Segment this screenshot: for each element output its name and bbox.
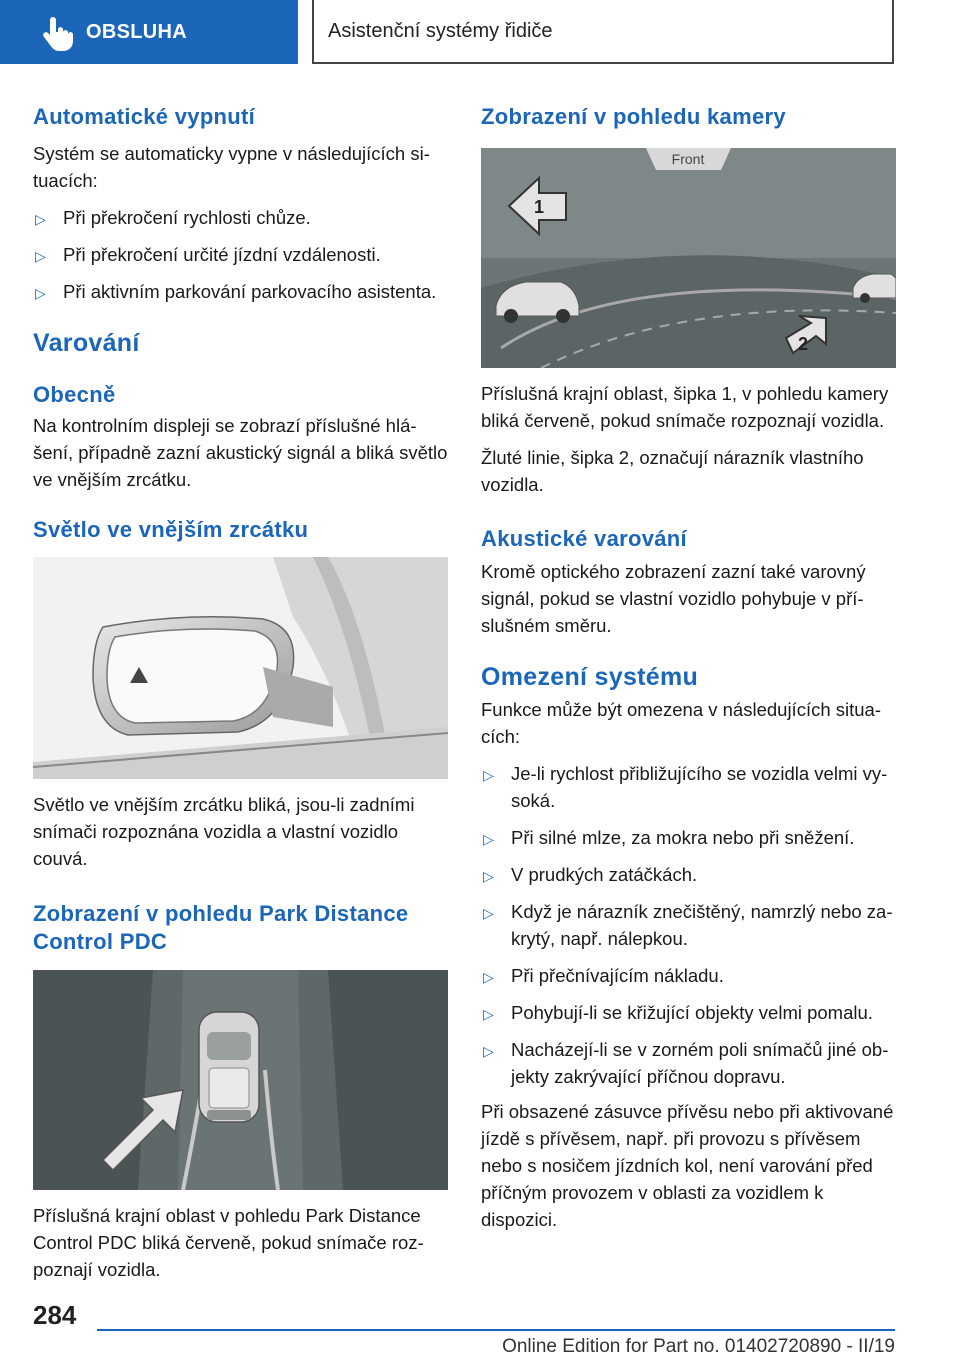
heading-warning: Varování	[33, 329, 140, 357]
section-label: OBSLUHA	[86, 20, 187, 43]
heading-camera-view: Zobrazení v pohledu kamery	[481, 104, 786, 129]
chapter-title: Asistenční systémy řidiče	[312, 0, 894, 64]
list-item: ▷ Při překročení určité jízdní vzdálenosti.	[33, 241, 448, 268]
para-camera-view-2: Žluté linie, šipka 2, označují nárazník vlastního vozidla.	[481, 447, 864, 495]
triangle-bullet-icon: ▷	[483, 767, 494, 783]
list-item: ▷ Při silné mlze, za mokra nebo při sněžení.	[481, 824, 896, 851]
triangle-bullet-icon: ▷	[483, 1043, 494, 1059]
left-column	[33, 98, 448, 1283]
footer-divider	[97, 1329, 895, 1331]
heading-general: Obecně	[33, 382, 116, 407]
para-pdc-view: Příslušná krajní oblast v pohledu Park Distance Control PDC bliká červeně, pokud snímače rozpoznají vozidla.	[33, 1205, 424, 1280]
page-number: 284	[33, 1300, 77, 1330]
heading-pdc-view: Zobrazení v pohledu Park Distance Control PDC	[33, 901, 409, 954]
list-item: ▷ V prudkých zatáčkách.	[481, 861, 896, 888]
hand-pointer-icon	[36, 12, 76, 52]
para-trailer-note: Při obsazené zásuvce přívěsu nebo při aktivované jízdě s přívěsem, např. při provozu s přívěsem nebo s nosičem jízdních kol, není varování před příčným provozem v oblasti za vozidlem k dispozici.	[481, 1101, 894, 1230]
heading-mirror-light: Světlo ve vnějším zrcátku	[33, 517, 309, 542]
list-item: ▷ Nacházejí-li se v zorném poli snímačů jiné objekty zakrývající příčnou dopravu.	[483, 1039, 889, 1087]
footer-edition: Online Edition for Part no. 01402720890 - II/19	[502, 1336, 895, 1357]
para-camera-view-1: Příslušná krajní oblast, šipka 1, v pohledu kamery bliká červeně, pokud snímače rozpoznají vozidla.	[481, 383, 889, 431]
arrow-1-label: 1	[533, 197, 545, 217]
mirror-illustration	[33, 557, 448, 779]
list-item: ▷ Pohybují-li se křižující objekty velmi pomalu.	[481, 999, 896, 1026]
heading-system-limits: Omezení systému	[481, 663, 699, 691]
para-general: Na kontrolním displeji se zobrazí příslušné hlášení, případně zazní akustický signál a bliká světlo ve vnějším zrcátku.	[33, 415, 448, 490]
list-item: ▷ Při aktivním parkování parkovacího asistenta.	[33, 278, 448, 305]
list-item: ▷ Když je nárazník znečištěný, namrzlý nebo zakrytý, např. nálepkou.	[483, 901, 893, 949]
header-section-tab	[0, 0, 298, 64]
triangle-bullet-icon: ▷	[35, 248, 46, 264]
camera-view-illustration	[481, 148, 896, 368]
list-item: ▷ Při překročení rychlosti chůze.	[33, 204, 448, 231]
triangle-bullet-icon: ▷	[483, 969, 494, 985]
para-automatic-shutdown: Systém se automaticky vypne v následujících situacích:	[33, 143, 430, 191]
triangle-bullet-icon: ▷	[483, 868, 494, 884]
right-column	[481, 98, 896, 1233]
pdc-view-illustration	[33, 970, 448, 1190]
para-mirror-light: Světlo ve vnějším zrcátku bliká, jsou-li zadními snímači rozpoznána vozidla a vlastní vozidlo couvá.	[33, 794, 415, 869]
heading-acoustic-warning: Akustické varování	[481, 526, 687, 551]
triangle-bullet-icon: ▷	[35, 211, 46, 227]
list-automatic-shutdown	[33, 204, 448, 305]
triangle-bullet-icon: ▷	[35, 285, 46, 301]
arrow-2-label: 2	[797, 334, 809, 354]
camera-front-label: Front	[671, 151, 705, 167]
para-acoustic-warning: Kromě optického zobrazení zazní také varovný signál, pokud se vlastní vozidlo pohybuje v příslušném směru.	[481, 561, 866, 636]
triangle-bullet-icon: ▷	[483, 1006, 494, 1022]
list-item: ▷ Při přečnívajícím nákladu.	[481, 962, 896, 989]
triangle-bullet-icon: ▷	[483, 831, 494, 847]
triangle-bullet-icon: ▷	[483, 905, 494, 921]
heading-automatic-shutdown: Automatické vypnutí	[33, 104, 256, 129]
list-system-limits	[481, 760, 896, 1090]
para-system-limits: Funkce může být omezena v následujících situacích:	[481, 699, 882, 747]
list-item: ▷ Je-li rychlost přibližujícího se vozidla velmi vysoká.	[483, 763, 888, 811]
